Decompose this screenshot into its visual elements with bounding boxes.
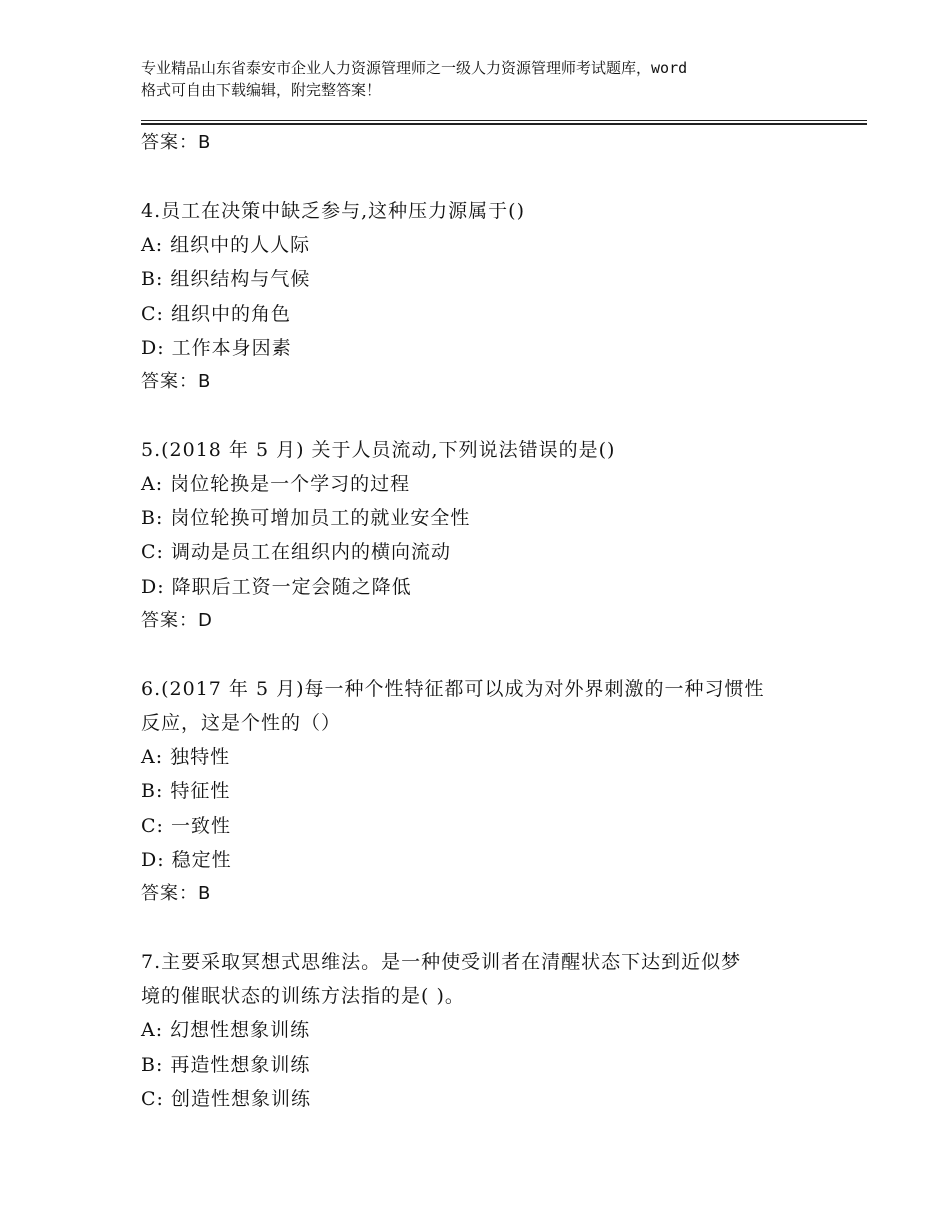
question-7-option-c: C: 创造性想象训练 <box>141 1088 311 1110</box>
question-5-answer: 答案：D <box>141 610 213 631</box>
question-6-text-line-1: 6.(2017 年 5 月)每一种个性特征都可以成为对外界刺激的一种习惯性 <box>141 678 765 700</box>
question-5-option-c: C: 调动是员工在组织内的横向流动 <box>141 541 451 563</box>
answer-label: 答案：B <box>141 132 212 153</box>
question-6-option-a: A: 独特性 <box>141 746 231 768</box>
question-5-option-b: B: 岗位轮换可增加员工的就业安全性 <box>141 507 471 529</box>
question-7-option-a: A: 幻想性想象训练 <box>141 1019 311 1041</box>
question-7-text-line-1: 7.主要采取冥想式思维法。是一种使受训者在清醒状态下达到近似梦 <box>141 951 742 973</box>
question-7-text-line-2: 境的催眠状态的训练方法指的是( )。 <box>141 985 465 1007</box>
document-header <box>141 57 831 101</box>
header-title-line-2: 格式可自由下载编辑，附完整答案！ <box>141 81 382 99</box>
question-7-option-b: B: 再造性想象训练 <box>141 1054 311 1076</box>
question-4-option-d: D: 工作本身因素 <box>141 337 292 359</box>
question-6-option-b: B: 特征性 <box>141 780 231 802</box>
question-4-option-c: C: 组织中的角色 <box>141 303 291 325</box>
question-4-answer: 答案：B <box>141 371 212 392</box>
question-5-text: 5.(2018 年 5 月) 关于人员流动,下列说法错误的是() <box>141 439 616 461</box>
question-4-option-b: B: 组织结构与气候 <box>141 268 311 290</box>
question-6-option-d: D: 稳定性 <box>141 849 232 871</box>
header-title-line-1: 专业精品山东省泰安市企业人力资源管理师之一级人力资源管理师考试题库，word <box>141 59 688 77</box>
question-4-option-a: A: 组织中的人人际 <box>141 234 311 256</box>
header-divider <box>141 120 867 126</box>
question-6-text-line-2: 反应，这是个性的（） <box>141 712 342 734</box>
question-6-option-c: C: 一致性 <box>141 815 231 837</box>
question-5-option-d: D: 降职后工资一定会随之降低 <box>141 576 412 598</box>
question-5-option-a: A: 岗位轮换是一个学习的过程 <box>141 473 411 495</box>
question-6-answer: 答案：B <box>141 883 212 904</box>
question-4-text: 4.员工在决策中缺乏参与,这种压力源属于() <box>141 200 525 222</box>
